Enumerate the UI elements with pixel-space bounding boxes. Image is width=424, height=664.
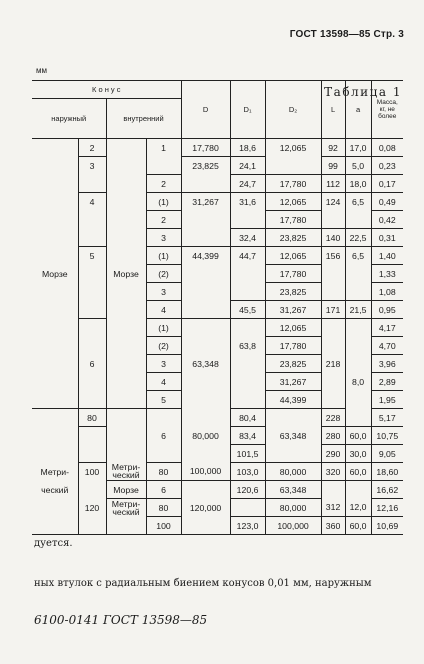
units-label: мм	[36, 66, 47, 75]
table-cell	[321, 319, 345, 337]
table-cell	[181, 265, 230, 283]
table-cell: (2)	[146, 265, 181, 283]
table-cell	[345, 481, 371, 499]
table-cell: 2	[146, 175, 181, 193]
table-cell: 45,5	[230, 301, 265, 319]
table-cell: 60,0	[345, 463, 371, 481]
table-cell	[106, 463, 146, 481]
header-l: L	[321, 81, 345, 139]
table-cell	[181, 391, 230, 409]
table-cell: 63,348	[265, 481, 321, 499]
table-cell	[321, 337, 345, 355]
table-cell: 17,780	[181, 139, 230, 157]
table-cell: 17,780	[265, 265, 321, 283]
table-cell	[181, 481, 230, 499]
table-cell: 12,065	[265, 247, 321, 265]
table-cell	[32, 409, 78, 427]
header-konus: К о н у с	[32, 81, 181, 99]
table-cell: 100	[146, 517, 181, 535]
table-title: Таблица 1	[324, 85, 402, 99]
table-cell: 120	[78, 499, 106, 517]
page-footer: 6100-0141 ГОСТ 13598—85	[34, 613, 208, 627]
table-cell: 5	[146, 391, 181, 409]
table-cell: 23,825	[265, 355, 321, 373]
metric-label-1: Метри-	[111, 498, 141, 509]
table-cell: 1,33	[371, 265, 403, 283]
table-cell: 5	[78, 247, 106, 265]
table-cell	[146, 157, 181, 175]
table-cell: Метри-	[32, 463, 78, 481]
table-cell: 23,825	[265, 229, 321, 247]
table-cell	[181, 445, 230, 463]
table-cell: 4	[146, 373, 181, 391]
table-cell	[230, 355, 265, 373]
table-cell: 6	[146, 427, 181, 445]
table-cell: 171	[321, 301, 345, 319]
table-cell	[345, 391, 371, 409]
table-cell: 21,5	[345, 301, 371, 319]
header-mass: Масса, кг, не более	[371, 81, 403, 139]
table-cell	[345, 409, 371, 427]
table-cell: 16,62	[371, 481, 403, 499]
table-cell: 80,4	[230, 409, 265, 427]
table-cell	[345, 265, 371, 283]
table-cell	[106, 409, 146, 427]
table-cell: 10,75	[371, 427, 403, 445]
table-cell: 17,780	[265, 211, 321, 229]
table-cell	[265, 445, 321, 463]
note-line-2: ных втулок с радиальным биением конусов 0,01 мм, наружным	[34, 578, 372, 589]
table-cell: 6,5	[345, 247, 371, 265]
table-cell: 360	[321, 517, 345, 535]
table-cell: 156	[321, 247, 345, 265]
table-cell: 80	[78, 409, 106, 427]
table-cell: 2,89	[371, 373, 403, 391]
table-cell: 1,08	[371, 283, 403, 301]
table-cell: 120,000	[181, 499, 230, 517]
table-cell: (1)	[146, 193, 181, 211]
table-cell	[321, 283, 345, 301]
table-cell	[78, 229, 106, 247]
table-cell: Морзе	[106, 481, 146, 499]
header-d1: D₁	[230, 81, 265, 139]
table-cell: 31,267	[181, 193, 230, 211]
table-cell: 63,8	[230, 337, 265, 355]
table-cell	[181, 337, 230, 355]
table-cell: 228	[321, 409, 345, 427]
table-cell: ческий	[32, 481, 78, 499]
cell-morze-inner: Морзе	[106, 139, 146, 409]
table-cell	[265, 157, 321, 175]
table-cell: 124	[321, 193, 345, 211]
table-cell	[230, 319, 265, 337]
table-cell	[321, 265, 345, 283]
table-cell	[146, 445, 181, 463]
table-frame	[32, 80, 403, 548]
table-cell	[181, 175, 230, 193]
table-cell: 23,825	[265, 283, 321, 301]
table-cell: 80,000	[265, 463, 321, 481]
table-cell: 10,69	[371, 517, 403, 535]
table-cell: 24,7	[230, 175, 265, 193]
table-cell: 80	[146, 463, 181, 481]
table-cell: 12,065	[265, 193, 321, 211]
table-cell: 23,825	[181, 157, 230, 175]
table-cell: 4	[146, 301, 181, 319]
header-d2: D₂	[265, 81, 321, 139]
table-cell: 2	[146, 211, 181, 229]
page-header: ГОСТ 13598—85 Стр. 3	[289, 29, 404, 40]
table-cell	[181, 229, 230, 247]
table-cell	[321, 391, 345, 409]
table-cell: 100,000	[265, 517, 321, 535]
table-cell	[230, 391, 265, 409]
table-cell: 63,348	[181, 355, 230, 373]
header-naruzhny: наружный	[32, 99, 106, 139]
table-cell	[181, 517, 230, 535]
table-cell	[321, 211, 345, 229]
table-cell: 24,1	[230, 157, 265, 175]
table-cell: 1,40	[371, 247, 403, 265]
table-cell	[78, 481, 106, 499]
table-cell: 218	[321, 355, 345, 373]
table-cell	[78, 337, 106, 355]
table-cell: 92	[321, 139, 345, 157]
table-cell	[345, 283, 371, 301]
table-cell: 5,17	[371, 409, 403, 427]
table-cell	[265, 409, 321, 427]
table-cell	[181, 373, 230, 391]
table-cell	[345, 211, 371, 229]
table-cell	[78, 301, 106, 319]
table-cell	[106, 445, 146, 463]
table-cell: 101,5	[230, 445, 265, 463]
table-cell	[78, 211, 106, 229]
table-cell	[78, 445, 106, 463]
table-cell: 4,17	[371, 319, 403, 337]
table-cell: 60,0	[345, 517, 371, 535]
table-cell: 123,0	[230, 517, 265, 535]
table-cell	[230, 499, 265, 517]
header-vnutrenny: внутренний	[106, 99, 181, 139]
table-cell	[181, 211, 230, 229]
table-cell	[78, 517, 106, 535]
table-cell	[321, 481, 345, 499]
table-cell	[32, 427, 78, 445]
table-cell	[321, 373, 345, 391]
table-cell	[32, 517, 78, 535]
table-cell	[78, 427, 106, 445]
table-cell: (1)	[146, 319, 181, 337]
table-cell: (2)	[146, 337, 181, 355]
table-cell: 4	[78, 193, 106, 211]
table-cell	[32, 499, 78, 517]
table-cell: 18,60	[371, 463, 403, 481]
table-cell: 30,0	[345, 445, 371, 463]
table-cell: 17,0	[345, 139, 371, 157]
table-cell: 31,267	[265, 301, 321, 319]
table-cell	[106, 499, 146, 517]
table-cell: 80,000	[265, 499, 321, 517]
table-cell: 17,780	[265, 175, 321, 193]
table-cell: 3,96	[371, 355, 403, 373]
table-cell: 44,7	[230, 247, 265, 265]
table-cell: 4,70	[371, 337, 403, 355]
table-cell	[181, 283, 230, 301]
header-a: a	[345, 81, 371, 139]
table-cell	[230, 211, 265, 229]
table-cell: 9,05	[371, 445, 403, 463]
table-cell: 320	[321, 463, 345, 481]
table-cell	[230, 373, 265, 391]
table-cell: 100	[78, 463, 106, 481]
table-cell: 99	[321, 157, 345, 175]
table-cell: 8,0	[345, 373, 371, 391]
table-cell: 18,0	[345, 175, 371, 193]
table-cell	[78, 175, 106, 193]
table-cell: 32,4	[230, 229, 265, 247]
note-line-1: дуется.	[34, 538, 73, 549]
table-cell: 103,0	[230, 463, 265, 481]
header-d: D	[181, 81, 230, 139]
table-cell: 12,065	[265, 319, 321, 337]
table-cell: 100,000	[181, 463, 230, 481]
table-cell: 12,065	[265, 139, 321, 157]
table-cell: 31,6	[230, 193, 265, 211]
table-cell: 0,23	[371, 157, 403, 175]
table-cell: 17,780	[265, 337, 321, 355]
table-cell: 1	[146, 139, 181, 157]
table-cell: 83,4	[230, 427, 265, 445]
cell-morze-outer: Морзе	[32, 139, 78, 409]
table-cell: 0,17	[371, 175, 403, 193]
table-cell: 12,0	[345, 499, 371, 517]
table-cell: 5,0	[345, 157, 371, 175]
table-cell	[345, 355, 371, 373]
table-cell: 22,5	[345, 229, 371, 247]
table-cell: 280	[321, 427, 345, 445]
table-cell	[78, 373, 106, 391]
table-cell	[78, 265, 106, 283]
table-cell: 0,42	[371, 211, 403, 229]
metric-label-1: Метри-	[111, 462, 141, 473]
metric-label-2: ческий	[112, 470, 140, 481]
table-cell: 6,5	[345, 193, 371, 211]
table-cell: 3	[146, 229, 181, 247]
table-cell	[230, 265, 265, 283]
table-cell: 0,31	[371, 229, 403, 247]
table-cell: 0,49	[371, 193, 403, 211]
table-cell: 44,399	[181, 247, 230, 265]
table-cell: 2	[78, 139, 106, 157]
table-cell	[78, 319, 106, 337]
table-cell: 0,95	[371, 301, 403, 319]
table-cell: 3	[146, 283, 181, 301]
table-cell: 6	[146, 481, 181, 499]
table-cell	[146, 409, 181, 427]
table-cell: (1)	[146, 247, 181, 265]
table-cell: 18,6	[230, 139, 265, 157]
table-cell: 120,6	[230, 481, 265, 499]
dimensions-table	[32, 80, 403, 535]
table-cell: 44,399	[265, 391, 321, 409]
table-cell: 290	[321, 445, 345, 463]
table-cell: 80	[146, 499, 181, 517]
table-cell: 6	[78, 355, 106, 373]
table-cell	[106, 517, 146, 535]
table-cell: 312	[321, 499, 345, 517]
table-cell: 12,16	[371, 499, 403, 517]
table-cell	[230, 283, 265, 301]
table-cell: 140	[321, 229, 345, 247]
table-cell	[78, 391, 106, 409]
table-cell: 3	[78, 157, 106, 175]
table-cell: 60,0	[345, 427, 371, 445]
table-cell	[345, 337, 371, 355]
table-cell: 0,08	[371, 139, 403, 157]
table-cell	[181, 301, 230, 319]
table-cell	[181, 409, 230, 427]
table-cell	[345, 319, 371, 337]
table-cell: 31,267	[265, 373, 321, 391]
table-cell: 63,348	[265, 427, 321, 445]
table-cell	[181, 319, 230, 337]
table-cell	[106, 427, 146, 445]
table-cell: 112	[321, 175, 345, 193]
table-cell: 80,000	[181, 427, 230, 445]
table-cell: 1,95	[371, 391, 403, 409]
table-cell	[78, 283, 106, 301]
table-cell: 3	[146, 355, 181, 373]
table-cell	[32, 445, 78, 463]
metric-label-2: ческий	[112, 506, 140, 517]
